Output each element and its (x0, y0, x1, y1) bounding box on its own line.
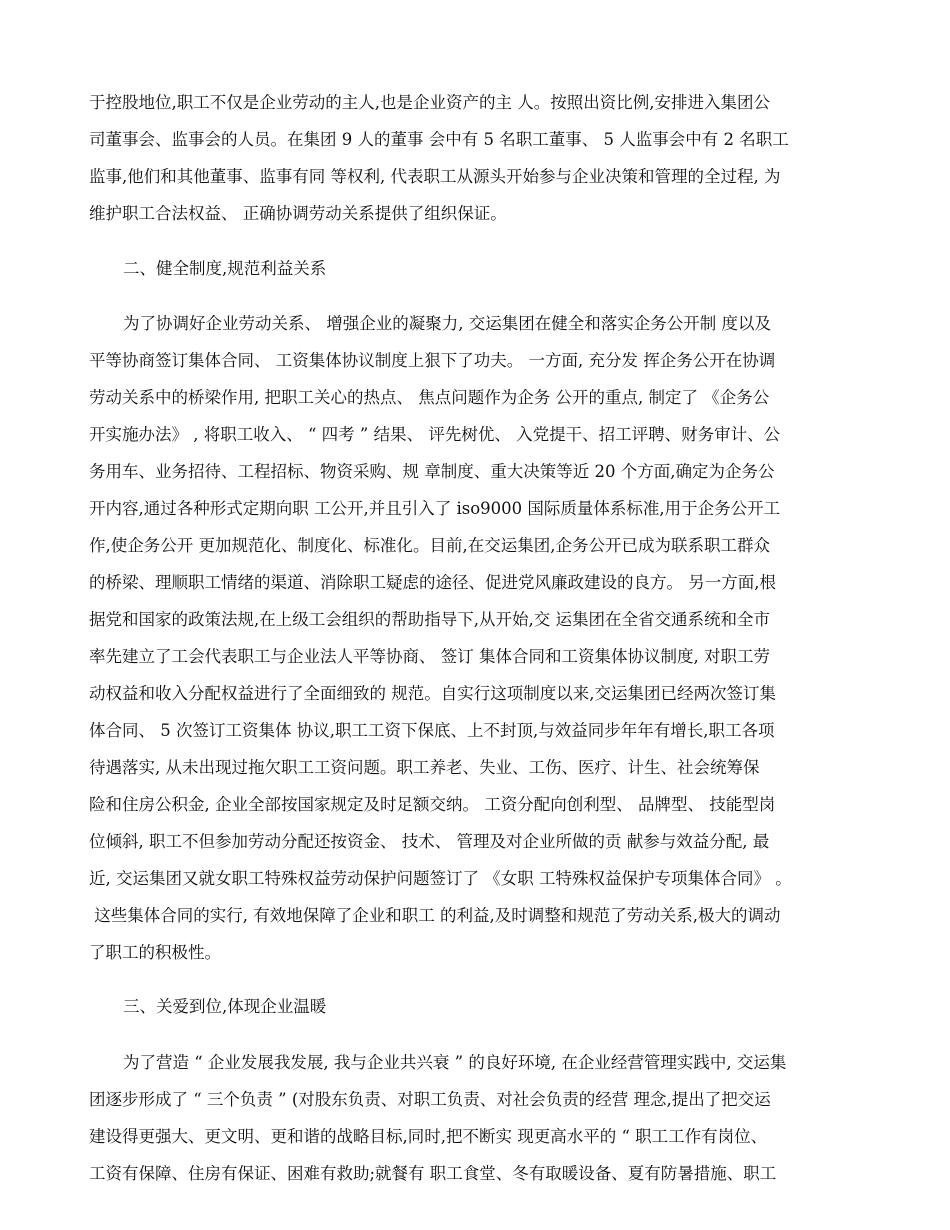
text-line: 的桥梁、理顺职工情绪的渠道、消除职工疑虑的途径、促进党风廉政建设的良方。 另一方面,根 (89, 573, 776, 592)
text-line: 作,使企务公开 更加规范化、制度化、标准化。目前,在交运集团,企务公开已成为联系职工群众 (89, 536, 770, 555)
text-line: 这些集体合同的实行, 有效地保障了企业和职工 的利益,及时调整和规范了劳动关系,极大的调动 (89, 906, 781, 925)
text-line: 险和住房公积金, 企业全部按国家规定及时足额交纳。 工资分配向创利型、 品牌型、 技能型岗 (89, 795, 776, 814)
text-line: 率先建立了工会代表职工与企业法人平等协商、 签订 集体合同和工资集体协议制度, 对职工劳 (89, 647, 770, 666)
text-line: 团逐步形成了 “ 三个负责 ” (对股东负责、对职工负责、对社会负责的经营 理念,提出了把交运 (89, 1090, 771, 1109)
text-line: 务用车、业务招待、工程招标、物资采购、规 章制度、重大决策等近 20 个方面,确定为企务公 (89, 462, 775, 481)
text-line: 据党和国家的政策法规,在上级工会组织的帮助指导下,从开始,交 运集团在全省交通系统和全市 (89, 610, 770, 629)
text-line: 建设得更强大、更文明、更和谐的战略目标,同时,把不断实 现更高水平的 “ 职工工作有岗位、 (89, 1127, 768, 1146)
text-line: 工资有保障、住房有保证、困难有救助;就餐有 职工食堂、冬有取暖设备、夏有防暑措施、职工 (89, 1164, 777, 1183)
text-line: 近, 交运集团又就女职工特殊权益劳动保护问题签订了 《女职 工特殊权益保护专项集体合同》 。 (89, 869, 792, 888)
text-line: 监事,他们和其他董事、监事有同 等权利, 代表职工从源头开始参与企业决策和管理的全过程, 为 (89, 167, 781, 186)
text-line: 动权益和收入分配权益进行了全面细致的 规范。自实行这项制度以来,交运集团已经两次签订集 (89, 684, 776, 703)
text-line: 维护职工合法权益、 正确协调劳动关系提供了组织保证。 (89, 204, 507, 223)
section-heading: 三、关爱到位,体现企业温暖 (123, 997, 327, 1016)
text-line: 位倾斜, 职工不但参加劳动分配还按资金、 技术、 管理及对企业所做的贡 献参与效益分配, 最 (89, 832, 770, 851)
text-line: 了职工的积极性。 (89, 943, 221, 962)
text-line: 平等协商签订集体合同、 工资集体协议制度上狠下了功夫。 一方面, 充分发 挥企务公开在协调 (89, 351, 776, 370)
section-heading: 二、健全制度,规范利益关系 (123, 259, 327, 278)
text-line: 于控股地位,职工不仅是企业劳动的主人,也是企业资产的主 人。按照出资比例,安排进入集团公 (89, 93, 770, 112)
text-line: 劳动关系中的桥梁作用, 把职工关心的热点、 焦点问题作为企务 公开的重点, 制定了 《企务公 (89, 388, 770, 407)
text-line: 开内容,通过各种形式定期向职 工公开,并且引入了 iso9000 国际质量体系标准,用于企务公开工 (89, 499, 781, 518)
text-line: 为了协调好企业劳动关系、 增强企业的凝聚力, 交运集团在健全和落实企务公开制 度以及 (123, 314, 771, 333)
text-line: 体合同、 5 次签订工资集体 协议,职工工资下保底、上不封顶,与效益同步年年有增长,职工各项 (89, 721, 775, 740)
text-line: 开实施办法》 , 将职工收入、 “ 四考 ” 结果、 评先树优、 入党提干、招工评聘、财务审计、公 (89, 425, 781, 444)
text-line: 为了营造 “ 企业发展我发展, 我与企业共兴衰 ” 的良好环境, 在企业经营管理实践中, 交运集 (123, 1053, 787, 1072)
text-line: 司董事会、监事会的人员。在集团 9 人的董事 会中有 5 名职工董事、 5 人监事会中有 2 名职工 (89, 130, 789, 149)
text-line: 待遇落实, 从未出现过拖欠职工工资问题。职工养老、失业、工伤、医疗、计生、社会统筹保 (89, 758, 760, 777)
